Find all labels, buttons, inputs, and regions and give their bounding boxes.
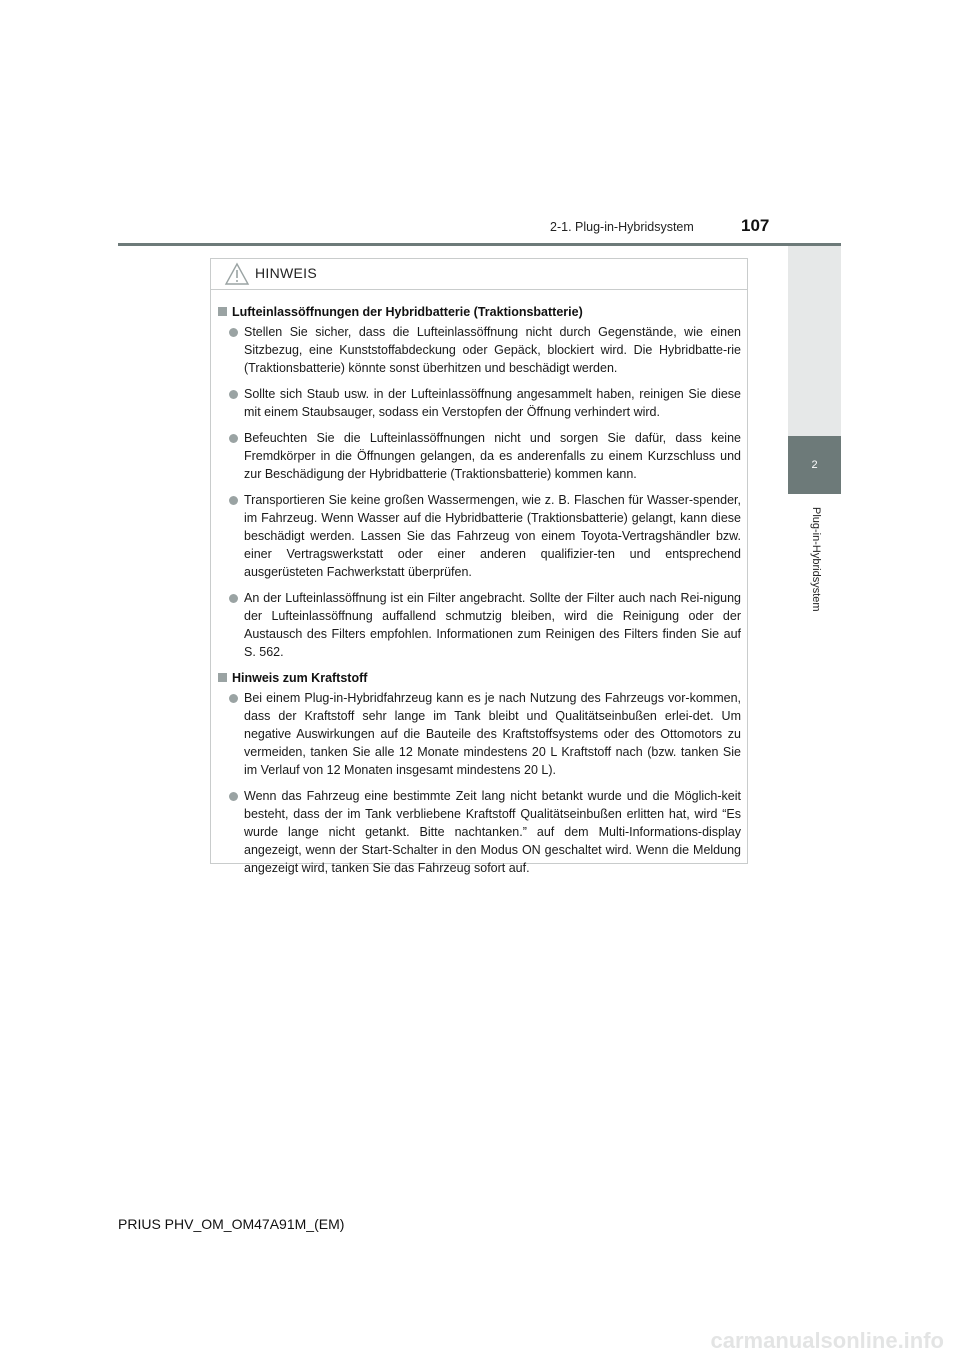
bullet-dot-icon: [229, 390, 238, 399]
page-number: 107: [741, 216, 770, 235]
bullet-dot-icon: [229, 792, 238, 801]
chapter-tab-number: 2: [811, 459, 818, 471]
watermark-text: carmanualsonline.info: [710, 1328, 944, 1353]
bullet-dot-icon: [229, 328, 238, 337]
list-item: [229, 689, 741, 779]
section-heading: [217, 303, 741, 321]
section-heading-text: Lufteinlassöffnungen der Hybridbatterie (Traktionsbatterie): [232, 305, 583, 319]
list-item: [229, 323, 741, 377]
bullet-dot-icon: [229, 694, 238, 703]
notice-header: [211, 259, 747, 290]
list-item: [229, 429, 741, 483]
list-item: [229, 385, 741, 421]
bullet-dot-icon: [229, 496, 238, 505]
list-item-text: An der Lufteinlassöffnung ist ein Filter angebracht. Sollte der Filter auch nach Rei-nigung der Lufteinlassöffnung auffallend schmutzig bleiben, wird die Reinigung oder der Austausch des Filters empfohlen. Informationen zum Reinigen des Filters finden Sie auf S. 562.: [244, 591, 741, 659]
chapter-tab-label: Plug-in-Hybridsystem: [810, 507, 822, 612]
list-item-text: Wenn das Fahrzeug eine bestimmte Zeit lang nicht betankt wurde und die Möglich-keit besteht, dass der im Tank verbliebene Kraftstoff Qualitätseinbußen erlitten hat, wird “Es wurde lange nicht getankt. Bitte nachtanken.” auf dem Multi-Informations-display angezeigt, wenn der Start-Schalter in den Modus ON geschaltet wird. Wenn die Meldung angezeigt wird, tanken Sie das Fahrzeug sofort auf.: [244, 789, 741, 875]
side-strip: [788, 246, 841, 436]
list-item-text: Transportieren Sie keine großen Wassermengen, wie z. B. Flaschen für Wasser-spender, im Fahrzeug. Wenn Wasser auf die Hybridbatterie (Traktionsbatterie) gelangt, kann diese beschädigt werden. Lassen Sie das Fahrzeug von einem Toyota-Vertragshändler bzw. einer Vertragswerkstatt oder einer anderen qualifizier-ten und entsprechend ausgerüsteten Fachwerkstatt überprüfen.: [244, 493, 741, 579]
section-square-icon: [218, 307, 227, 316]
notice-title: HINWEIS: [255, 265, 317, 281]
document-id: PRIUS PHV_OM_OM47A91M_(EM): [118, 1216, 345, 1232]
notice-box: [210, 258, 748, 875]
header-rule: [118, 243, 841, 246]
list-item-text: Sollte sich Staub usw. in der Lufteinlassöffnung angesammelt haben, reinigen Sie diese mit einem Staubsauger, sodass ein Verstopfen der Öffnung verhindert wird.: [244, 387, 741, 419]
list-item-text: Stellen Sie sicher, dass die Lufteinlassöffnung nicht durch Gegenstände, wie einen Sitzbezug, eine Kunststoffabdeckung oder Gepäck, blockiert wird. Die Hybridbatte-rie (Traktionsbatterie) könnte sonst überhitzen und beschädigt werden.: [244, 325, 741, 375]
list-item: [229, 787, 741, 877]
warning-triangle-icon: [224, 262, 250, 286]
chapter-tab: [788, 436, 841, 494]
running-header-section: 2-1. Plug-in-Hybridsystem: [550, 220, 694, 234]
section-square-icon: [218, 673, 227, 682]
list-item: [229, 589, 741, 661]
list-item-text: Bei einem Plug-in-Hybridfahrzeug kann es je nach Nutzung des Fahrzeugs vor-kommen, dass der Kraftstoff sehr lange im Tank bleibt und Qualitätseinbußen erlei-det. Um negative Auswirkungen auf die Bauteile des Kraftstoffsystems oder des Ottomotors zu vermeiden, tanken Sie alle 12 Monate mindestens 20 L Kraftstoff nach (bzw. tanken Sie im Verlauf von 12 Monaten insgesamt mindestens 20 L).: [244, 691, 741, 777]
watermark-logo: [526, 1328, 946, 1354]
list-item-text: Befeuchten Sie die Lufteinlassöffnungen nicht und sorgen Sie dafür, dass keine Fremdkörper in die Öffnungen gelangen, da es anderenfalls zu einem Kurzschluss und zur Beschädigung der Hybridbatterie (Traktionsbatterie) kommen kann.: [244, 431, 741, 481]
list-item: [229, 491, 741, 581]
section-heading: [217, 669, 741, 687]
section-heading-text: Hinweis zum Kraftstoff: [232, 671, 368, 685]
bullet-dot-icon: [229, 434, 238, 443]
bullet-dot-icon: [229, 594, 238, 603]
notice-body: [211, 290, 747, 877]
